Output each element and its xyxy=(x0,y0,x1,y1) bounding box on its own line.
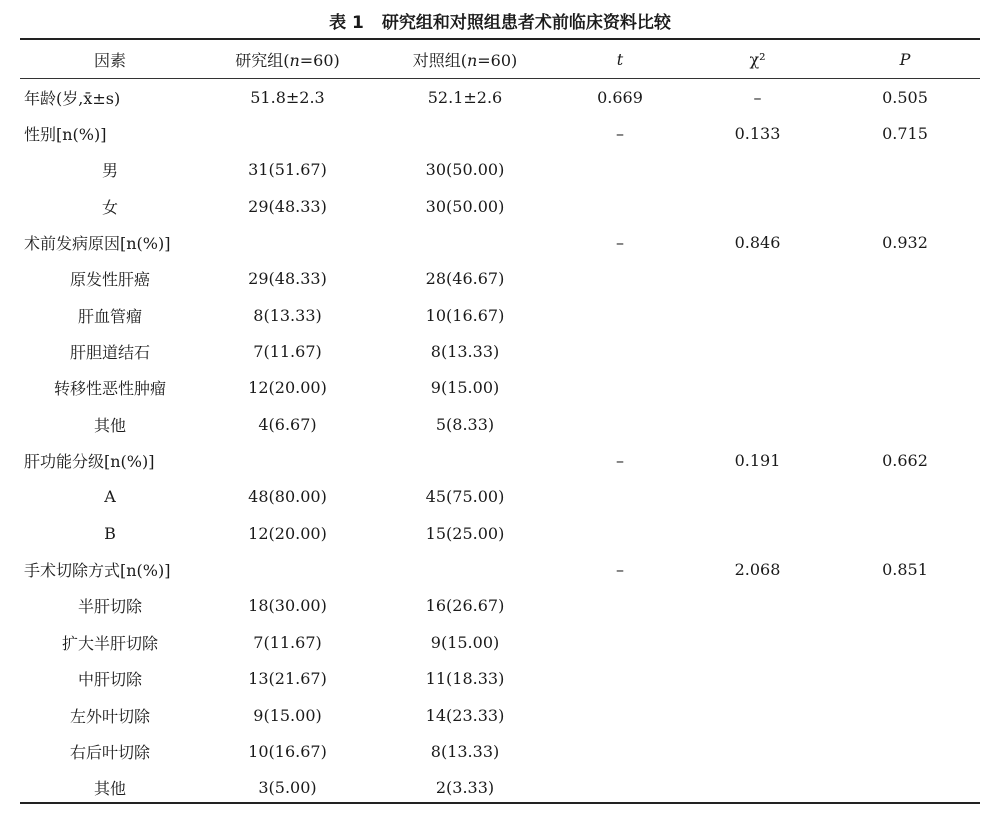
table-row xyxy=(20,224,980,260)
study-value: 3(5.00) xyxy=(258,778,317,798)
row-sub-label: 男 xyxy=(101,161,118,181)
study-value: 18(30.00) xyxy=(248,596,327,616)
control-value: 14(23.33) xyxy=(425,705,505,725)
header-chi-square: χ² xyxy=(749,49,766,69)
row-sub-label: 右后叶切除 xyxy=(69,742,150,762)
table-row xyxy=(20,661,980,697)
chi-square-value xyxy=(685,152,830,188)
table-row xyxy=(20,588,980,624)
table-row xyxy=(20,733,980,769)
header-t: t xyxy=(616,49,624,69)
p-value xyxy=(830,188,980,224)
control-value: 30(50.00) xyxy=(425,196,505,216)
bottom-rule xyxy=(20,802,980,804)
t-value: 0.669 xyxy=(597,87,643,107)
chi-square-value xyxy=(685,624,830,660)
chi-square-value: – xyxy=(753,87,762,107)
row-sub-label: 转移性恶性肿瘤 xyxy=(53,379,166,399)
study-value: 12(20.00) xyxy=(248,523,327,543)
row-sub-label: 其他 xyxy=(93,415,126,435)
p-value xyxy=(830,588,980,624)
row-sub-label: A xyxy=(104,487,116,507)
chi-square-value xyxy=(685,697,830,733)
t-value xyxy=(555,661,685,697)
table-caption xyxy=(0,8,1000,33)
study-value: 7(11.67) xyxy=(253,632,322,652)
p-value xyxy=(830,661,980,697)
row-sub-label: 中肝切除 xyxy=(77,670,142,690)
chi-square-value xyxy=(685,770,830,806)
control-value xyxy=(375,115,555,151)
chi-square-value: 2.068 xyxy=(734,560,781,580)
row-sub-label: 女 xyxy=(101,197,118,217)
study-value: 9(15.00) xyxy=(253,705,322,725)
study-value: 29(48.33) xyxy=(248,269,327,289)
control-value: 28(46.67) xyxy=(425,269,505,289)
table-row xyxy=(20,79,980,116)
row-sub-label: 原发性肝癌 xyxy=(69,270,150,290)
table-row xyxy=(20,770,980,806)
chi-square-value xyxy=(685,588,830,624)
row-sub-label: 肝血管瘤 xyxy=(77,306,142,326)
study-value xyxy=(200,115,375,151)
chi-square-value xyxy=(685,479,830,515)
study-value xyxy=(200,551,375,587)
table-row xyxy=(20,515,980,551)
table-row xyxy=(20,624,980,660)
chi-square-value xyxy=(685,188,830,224)
study-value: 48(80.00) xyxy=(248,487,327,507)
study-value: 51.8±2.3 xyxy=(250,87,325,107)
control-value xyxy=(375,442,555,478)
chi-square-value xyxy=(685,406,830,442)
chi-square-value xyxy=(685,261,830,297)
t-value xyxy=(555,588,685,624)
t-value xyxy=(555,624,685,660)
t-value xyxy=(555,152,685,188)
study-value: 31(51.67) xyxy=(248,160,327,180)
p-value: 0.851 xyxy=(882,560,928,580)
chi-square-value xyxy=(685,297,830,333)
control-value: 52.1±2.6 xyxy=(427,87,503,107)
study-value: 8(13.33) xyxy=(253,305,322,325)
table-row xyxy=(20,479,980,515)
table-row xyxy=(20,370,980,406)
chi-square-value xyxy=(685,370,830,406)
t-value xyxy=(555,697,685,733)
p-value xyxy=(830,624,980,660)
study-value: 4(6.67) xyxy=(258,414,317,434)
control-value: 8(13.33) xyxy=(430,741,500,761)
t-value xyxy=(555,770,685,806)
p-value xyxy=(830,152,980,188)
row-label: 年龄(岁,x̄±s) xyxy=(24,88,121,108)
control-value: 9(15.00) xyxy=(430,378,500,398)
study-value xyxy=(200,224,375,260)
row-sub-label: 肝胆道结石 xyxy=(69,343,150,363)
header-study-group: 研究组(n=60) xyxy=(235,50,340,70)
t-value: – xyxy=(616,124,624,144)
t-value xyxy=(555,406,685,442)
clinical-data-table xyxy=(20,40,980,806)
row-sub-label: 其他 xyxy=(93,779,126,799)
control-value xyxy=(375,551,555,587)
p-value xyxy=(830,697,980,733)
table-row xyxy=(20,333,980,369)
header-row xyxy=(20,40,980,79)
table-row xyxy=(20,551,980,587)
t-value xyxy=(555,515,685,551)
p-value: 0.932 xyxy=(882,233,928,253)
t-value: – xyxy=(616,560,624,580)
control-value: 11(18.33) xyxy=(425,669,505,689)
control-value: 8(13.33) xyxy=(430,342,500,362)
chi-square-value xyxy=(685,515,830,551)
control-value: 30(50.00) xyxy=(425,160,505,180)
p-value: 0.715 xyxy=(882,124,928,144)
t-value xyxy=(555,370,685,406)
table-title: 研究组和对照组患者术前临床资料比较 xyxy=(381,13,671,33)
p-value xyxy=(830,406,980,442)
row-label: 术前发病原因[n(%)] xyxy=(24,234,171,254)
control-value: 2(3.33) xyxy=(435,778,495,798)
study-value: 10(16.67) xyxy=(248,741,327,761)
table-row xyxy=(20,115,980,151)
control-value: 45(75.00) xyxy=(425,487,505,507)
control-value xyxy=(375,224,555,260)
t-value: – xyxy=(616,233,624,253)
p-value xyxy=(830,333,980,369)
row-sub-label: 左外叶切除 xyxy=(69,706,150,726)
chi-square-value: 0.191 xyxy=(734,451,781,471)
study-value: 29(48.33) xyxy=(248,196,327,216)
p-value xyxy=(830,370,980,406)
t-value xyxy=(555,333,685,369)
table-row xyxy=(20,697,980,733)
control-value: 5(8.33) xyxy=(435,414,495,434)
chi-square-value xyxy=(685,733,830,769)
p-value xyxy=(830,261,980,297)
t-value xyxy=(555,479,685,515)
row-sub-label: 半肝切除 xyxy=(77,597,142,617)
table-row xyxy=(20,152,980,188)
t-value xyxy=(555,297,685,333)
study-value xyxy=(200,442,375,478)
table-row xyxy=(20,261,980,297)
p-value xyxy=(830,479,980,515)
control-value: 10(16.67) xyxy=(425,305,505,325)
control-value: 15(25.00) xyxy=(425,523,505,543)
p-value xyxy=(830,297,980,333)
study-value: 13(21.67) xyxy=(248,669,327,689)
table-row xyxy=(20,442,980,478)
t-value xyxy=(555,733,685,769)
p-value xyxy=(830,770,980,806)
header-p: P xyxy=(899,49,911,69)
row-sub-label: B xyxy=(104,523,116,543)
p-value: 0.505 xyxy=(882,87,928,107)
t-value: – xyxy=(616,451,624,471)
study-value: 12(20.00) xyxy=(248,378,327,398)
t-value xyxy=(555,188,685,224)
study-value: 7(11.67) xyxy=(253,342,322,362)
row-label: 手术切除方式[n(%)] xyxy=(24,561,171,581)
chi-square-value: 0.133 xyxy=(734,124,781,144)
chi-square-value xyxy=(685,333,830,369)
row-label: 性别[n(%)] xyxy=(24,125,107,145)
table-row xyxy=(20,297,980,333)
header-control-group: 对照组(n=60) xyxy=(412,50,518,70)
table-row xyxy=(20,188,980,224)
header-factor: 因素 xyxy=(93,50,126,70)
chi-square-value: 0.846 xyxy=(734,233,781,253)
row-label: 肝功能分级[n(%)] xyxy=(24,452,155,472)
table-body xyxy=(20,79,980,806)
p-value xyxy=(830,733,980,769)
p-value xyxy=(830,515,980,551)
table-number: 表 1 xyxy=(329,13,364,33)
chi-square-value xyxy=(685,661,830,697)
row-sub-label: 扩大半肝切除 xyxy=(61,633,158,653)
table-row xyxy=(20,406,980,442)
t-value xyxy=(555,261,685,297)
p-value: 0.662 xyxy=(882,451,928,471)
control-value: 16(26.67) xyxy=(425,596,505,616)
control-value: 9(15.00) xyxy=(430,632,500,652)
